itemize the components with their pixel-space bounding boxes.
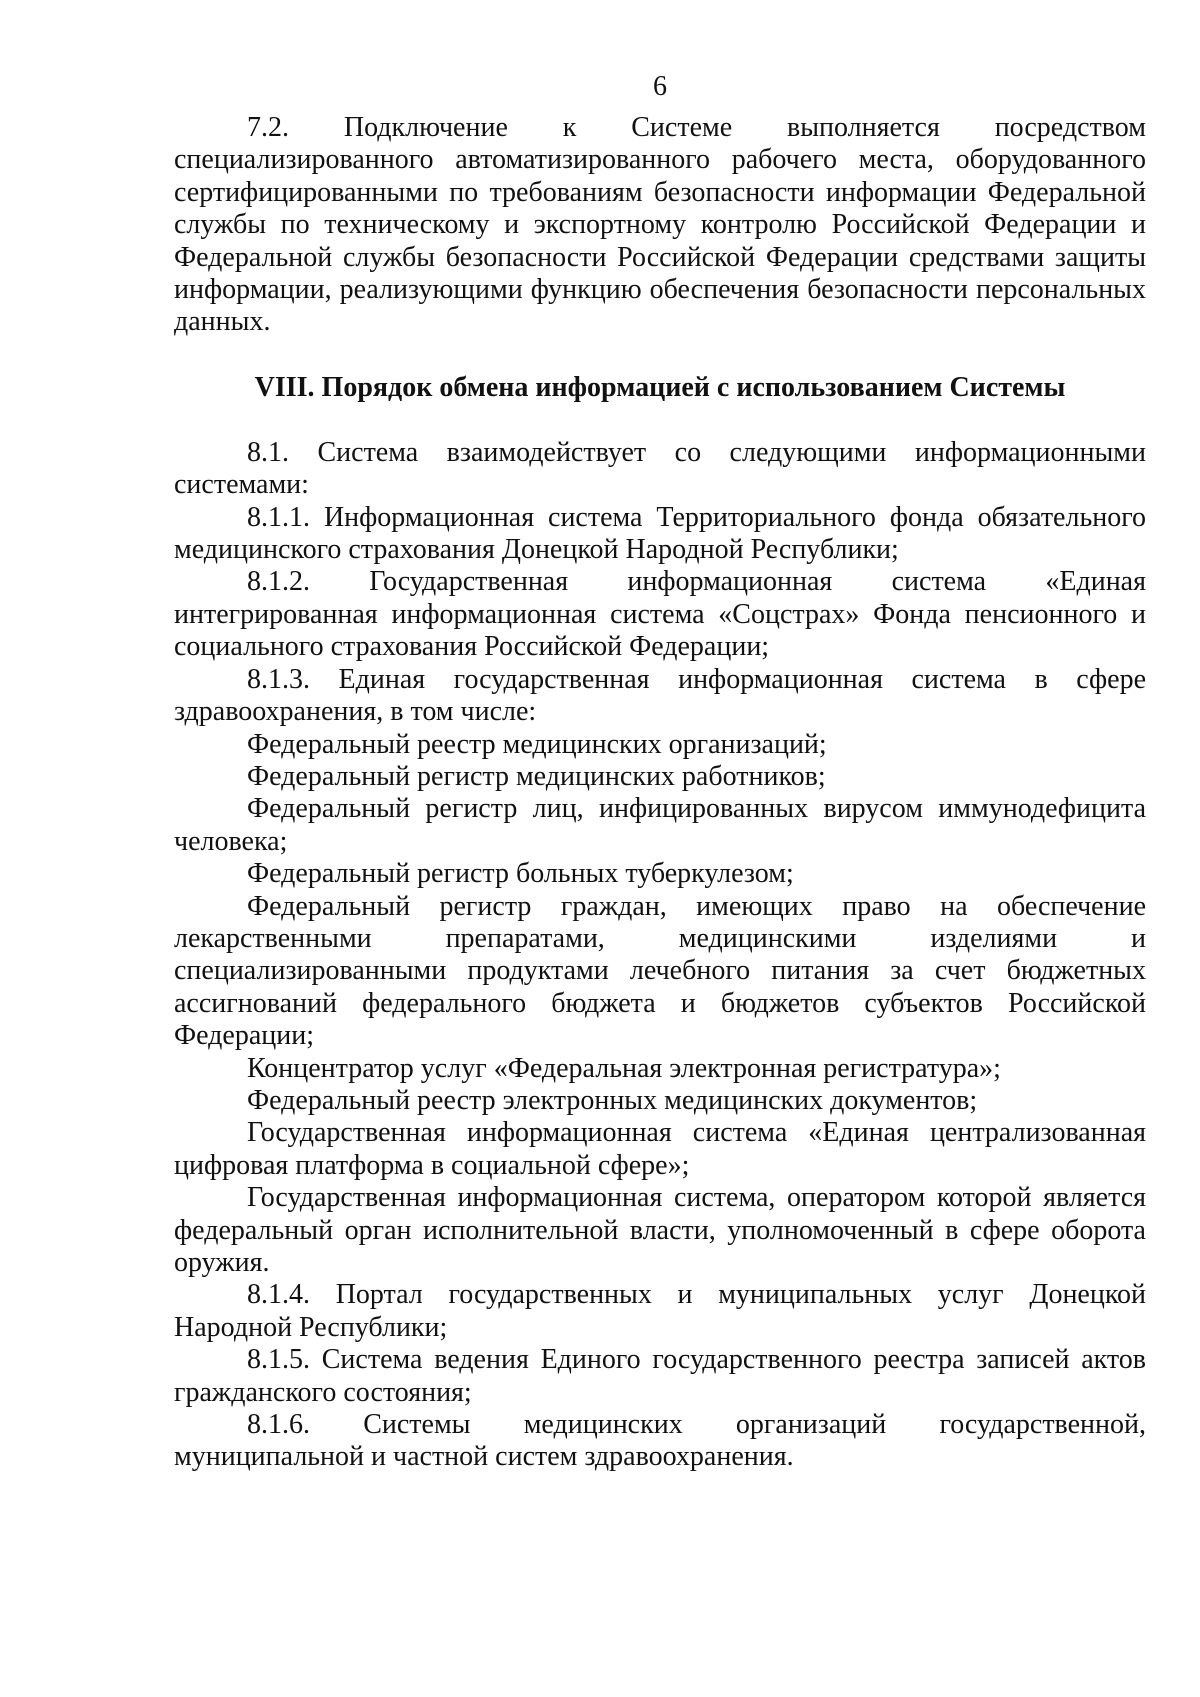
list-item-medical-documents-registry: Федеральный реестр электронных медицинских документов; <box>247 1084 978 1116</box>
document-page <box>174 72 1146 1474</box>
list-item-register-medical-workers: Федеральный регистр медицинских работников; <box>247 760 826 792</box>
list-item-electronic-registry: Концентратор услуг «Федеральная электронная регистратура»; <box>247 1052 1001 1084</box>
paragraph-8-1-3: 8.1.3. Единая государственная информационная система в сфере здравоохранения, в том числе: <box>174 663 1146 728</box>
paragraph-8-1-1: 8.1.1. Информационная система Территориального фонда обязательного медицинского страхования Донецкой Народной Республики; <box>174 501 1146 566</box>
list-item-social-digital-platform: Государственная информационная система «Единая централизованная цифровая платформа в социальной сфере»; <box>174 1117 1146 1181</box>
paragraph-8-1-5: 8.1.5. Система ведения Единого государственного реестра записей актов гражданского состояния; <box>174 1344 1146 1408</box>
section-heading: VIII. Порядок обмена информацией с использованием Системы <box>254 371 1066 403</box>
paragraph-7-2: 7.2. Подключение к Системе выполняется посредством специализированного автоматизированного рабочего места, оборудованного сертифицированными по требованиям безопасности информации Федеральной службы по техническому и экспортному контролю Российской Федерации и Федеральной службы безопасности Российской Федерации средствами защиты информации, реализующими функцию обеспечения безопасности персональных данных. <box>174 112 1146 338</box>
list-item-weapons-turnover-system: Государственная информационная система, оператором которой является федеральный орган исполнительной власти, уполномоченный в сфере оборота оружия. <box>174 1182 1146 1278</box>
list-item-register-tuberculosis: Федеральный регистр больных туберкулезом; <box>247 858 794 890</box>
paragraph-8-1-4: 8.1.4. Портал государственных и муниципальных услуг Донецкой Народной Республики; <box>174 1279 1146 1343</box>
list-item-register-drug-provision: Федеральный регистр граждан, имеющих право на обеспечение лекарственными препаратами, медицинскими изделиями и специализированными продуктами лечебного питания за счет бюджетных ассигнований федерального бюджета и бюджетов субъектов Российской Федерации; <box>174 890 1146 1052</box>
paragraph-8-1-2: 8.1.2. Государственная информационная система «Единая интегрированная информационная система «Соцстрах» Фонда пенсионного и социального страхования Российской Федерации; <box>174 566 1146 663</box>
list-item-registry-medical-organizations: Федеральный реестр медицинских организаций; <box>247 728 827 760</box>
list-item-register-hiv: Федеральный регистр лиц, инфицированных вирусом иммунодефицита человека; <box>174 793 1146 857</box>
paragraph-8-1-6: 8.1.6. Системы медицинских организаций государственной, муниципальной и частной систем здравоохранения. <box>174 1409 1146 1473</box>
paragraph-8-1: 8.1. Система взаимодействует со следующими информационными системами: <box>174 436 1146 501</box>
page-number: 6 <box>653 71 667 102</box>
